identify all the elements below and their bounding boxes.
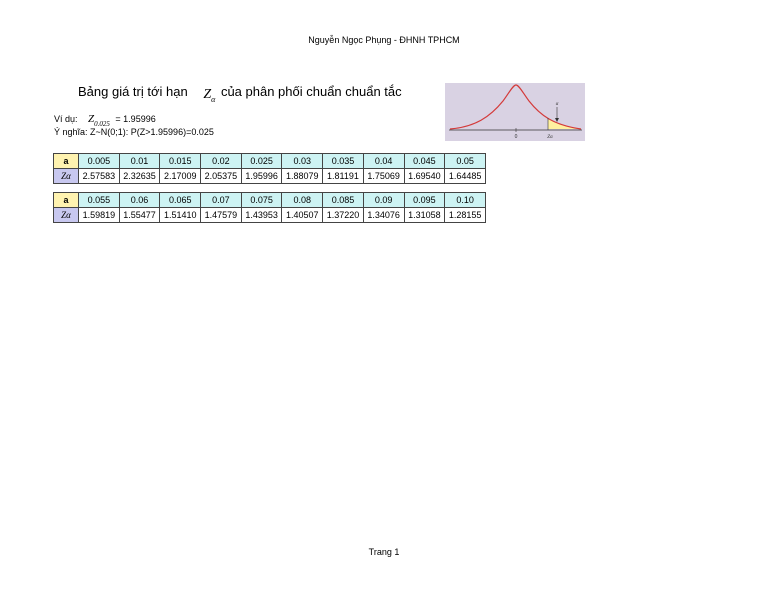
- example-meaning: Ý nghĩa: Z~N(0;1): P(Z>1.95996)=0.025: [54, 127, 214, 137]
- alpha-row: [54, 154, 486, 169]
- alpha-cell: 0.06: [119, 193, 160, 208]
- example-line: [54, 113, 156, 128]
- z-value-cell: 1.37220: [323, 208, 364, 223]
- alpha-cell: 0.005: [79, 154, 120, 169]
- alpha-cell: 0.07: [201, 193, 242, 208]
- z-value-cell: 1.69540: [404, 169, 445, 184]
- page-footer: Trang 1: [368, 547, 400, 557]
- z-value-cell: 1.31058: [404, 208, 445, 223]
- alpha-cell: 0.05: [445, 154, 486, 169]
- alpha-cell: 0.055: [79, 193, 120, 208]
- z-value-cell: 1.51410: [160, 208, 201, 223]
- z-value-cell: 1.43953: [241, 208, 282, 223]
- z-value-cell: 1.59819: [79, 208, 120, 223]
- z-alpha-axis-label: Zα: [547, 135, 553, 140]
- example-z-symbol: $Z_{0.025}$: [88, 113, 110, 128]
- title-text-end: của phân phối chuẩn chuẩn tắc: [220, 84, 402, 99]
- alpha-label: α: [555, 102, 559, 107]
- alpha-cell: 0.10: [445, 193, 486, 208]
- normal-distribution-figure: [445, 83, 585, 141]
- z-value-cell: 2.32635: [119, 169, 160, 184]
- z-value-cell: 1.47579: [201, 208, 242, 223]
- alpha-cell: 0.015: [160, 154, 201, 169]
- page-title: [78, 84, 402, 104]
- normal-curve-svg: [445, 83, 585, 141]
- alpha-cell: 0.045: [404, 154, 445, 169]
- z-value-cell: 2.17009: [160, 169, 201, 184]
- title-text: Bảng giá trị tới hạn: [78, 84, 188, 99]
- alpha-cell: 0.075: [241, 193, 282, 208]
- alpha-cell: 0.085: [323, 193, 364, 208]
- zero-label: 0: [514, 134, 518, 140]
- alpha-header: a: [54, 193, 79, 208]
- z-value-cell: 1.40507: [282, 208, 323, 223]
- alpha-row: [54, 193, 486, 208]
- z-value-cell: 2.57583: [79, 169, 120, 184]
- z-value-cell: 1.75069: [363, 169, 404, 184]
- alpha-cell: 0.01: [119, 154, 160, 169]
- z-header: Zα: [54, 208, 79, 223]
- alpha-header: a: [54, 154, 79, 169]
- z-value-cell: 2.05375: [201, 169, 242, 184]
- z-value-cell: 1.55477: [119, 208, 160, 223]
- z-row: [54, 208, 486, 223]
- z-value-cell: 1.95996: [241, 169, 282, 184]
- z-alpha-symbol: $Z_\alpha$: [203, 87, 216, 104]
- alpha-cell: 0.035: [323, 154, 364, 169]
- density-curve: [450, 85, 581, 129]
- z-value-cell: 1.81191: [323, 169, 364, 184]
- alpha-cell: 0.03: [282, 154, 323, 169]
- alpha-cell: 0.08: [282, 193, 323, 208]
- alpha-cell: 0.025: [241, 154, 282, 169]
- alpha-cell: 0.065: [160, 193, 201, 208]
- alpha-arrow-head: [555, 118, 559, 122]
- z-value-cell: 1.28155: [445, 208, 486, 223]
- alpha-cell: 0.02: [201, 154, 242, 169]
- z-value-cell: 1.64485: [445, 169, 486, 184]
- example-value: = 1.95996: [115, 114, 156, 124]
- alpha-cell: 0.095: [404, 193, 445, 208]
- alpha-cell: 0.09: [363, 193, 404, 208]
- z-value-cell: 1.34076: [363, 208, 404, 223]
- example-label: Ví dụ:: [54, 114, 78, 124]
- page-header: Nguyễn Ngọc Phụng - ĐHNH TPHCM: [308, 35, 460, 45]
- z-value-cell: 1.88079: [282, 169, 323, 184]
- alpha-cell: 0.04: [363, 154, 404, 169]
- critical-value-table-2: [53, 192, 486, 223]
- z-header: Zα: [54, 169, 79, 184]
- critical-value-table-1: [53, 153, 486, 184]
- z-row: [54, 169, 486, 184]
